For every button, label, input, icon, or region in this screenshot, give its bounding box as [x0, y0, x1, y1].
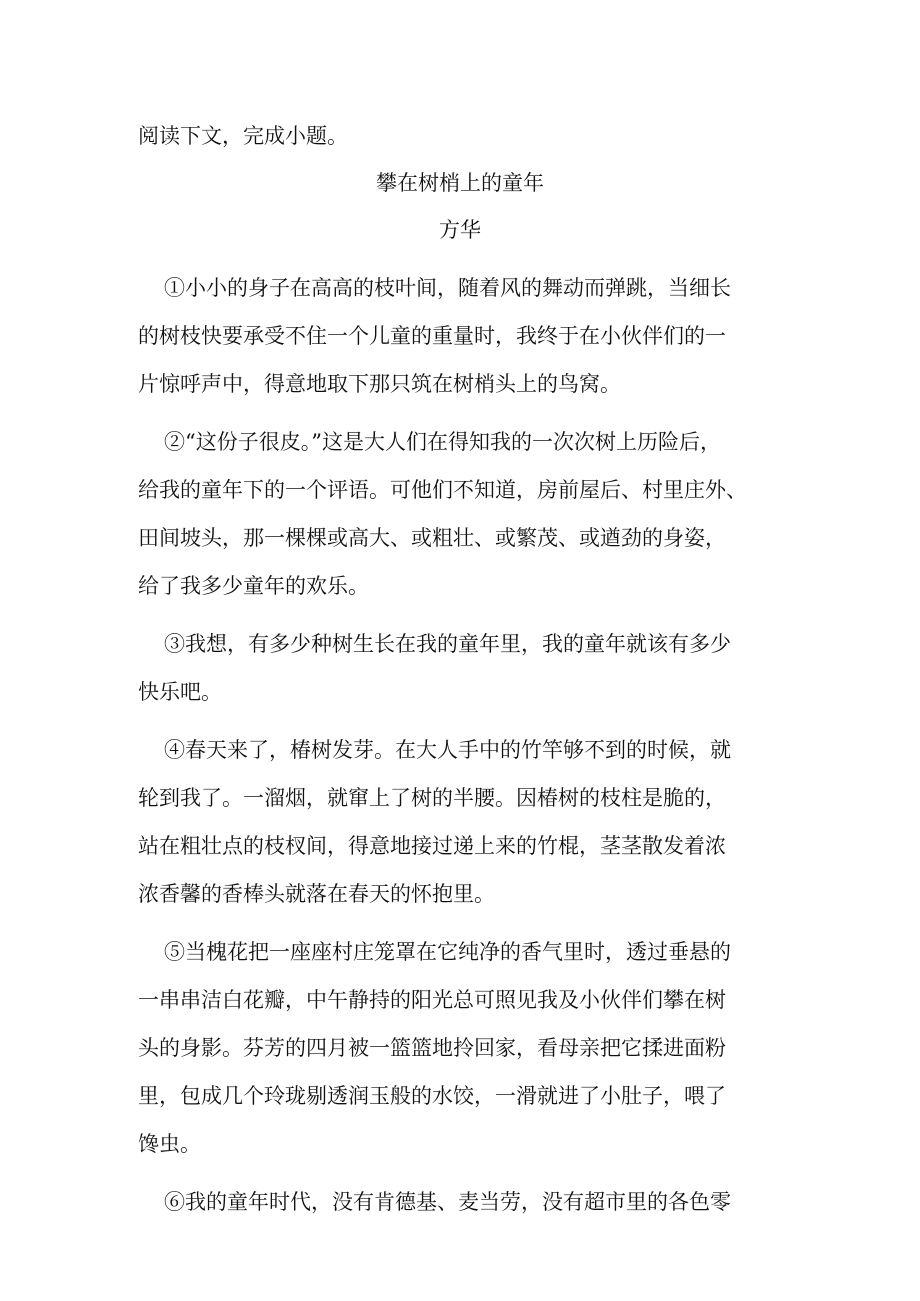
paragraph-3 — [138, 620, 788, 716]
paragraph-line: 的树枝快要承受不住一个儿童的重量时，我终于在小伙伴们的一 — [138, 324, 726, 348]
paragraph-6 — [138, 1178, 788, 1226]
instruction-text: 阅读下文，完成小题。 — [138, 124, 348, 148]
paragraph-line: 头的身影。芬芳的四月被一篮篮地拎回家，看母亲把它揉进面粉 — [138, 1036, 726, 1060]
paragraph-line: ⑥我的童年时代，没有肯德基、麦当劳，没有超市里的各色零 — [164, 1190, 731, 1214]
paragraph-1 — [138, 264, 788, 408]
paragraph-line: 给了我多少童年的欢乐。 — [138, 574, 369, 598]
paragraph-line: ④春天来了，椿树发芽。在大人手中的竹竿够不到的时候，就 — [164, 738, 731, 762]
paragraph-line: ②“这份子很皮。”这是大人们在得知我的一次次树上历险后， — [164, 430, 721, 454]
paragraph-line: ①小小的身子在高高的枝叶间，随着风的舞动而弹跳，当细长 — [164, 276, 731, 300]
paragraph-line: 轮到我了。一溜烟，就窜上了树的半腰。因椿树的枝柱是脆的， — [138, 786, 726, 810]
article-author: 方华 — [439, 218, 481, 242]
paragraph-4 — [138, 726, 788, 918]
paragraph-line: 站在粗壮点的枝杈间，得意地接过递上来的竹棍，茎茎散发着浓 — [138, 834, 726, 858]
article-title: 攀在树梢上的童年 — [376, 171, 544, 195]
paragraph-line: 浓香馨的香棒头就落在春天的怀抱里。 — [138, 882, 495, 906]
paragraph-5 — [138, 928, 788, 1168]
paragraph-line: 片惊呼声中，得意地取下那只筑在树梢头上的鸟窝。 — [138, 372, 621, 396]
paragraph-line: 里，包成几个玲珑剔透润玉般的水饺，一滑就进了小肚子，喂了 — [138, 1084, 726, 1108]
paragraph-2 — [138, 418, 788, 610]
paragraph-line: 一串串洁白花瓣，中午静持的阳光总可照见我及小伙伴们攀在树 — [138, 988, 726, 1012]
paragraph-line: ⑤当槐花把一座座村庄笼罩在它纯净的香气里时，透过垂悬的 — [164, 940, 731, 964]
paragraph-line: 馋虫。 — [138, 1132, 201, 1156]
article-body — [138, 264, 788, 1236]
paragraph-line: ③我想，有多少种树生长在我的童年里，我的童年就该有多少 — [164, 632, 731, 656]
paragraph-line: 田间坡头，那一棵棵或高大、或粗壮、或繁茂、或遒劲的身姿， — [138, 526, 726, 550]
paragraph-line: 给我的童年下的一个评语。可他们不知道，房前屋后、村里庄外、 — [138, 478, 747, 502]
paragraph-line: 快乐吧。 — [138, 680, 222, 704]
